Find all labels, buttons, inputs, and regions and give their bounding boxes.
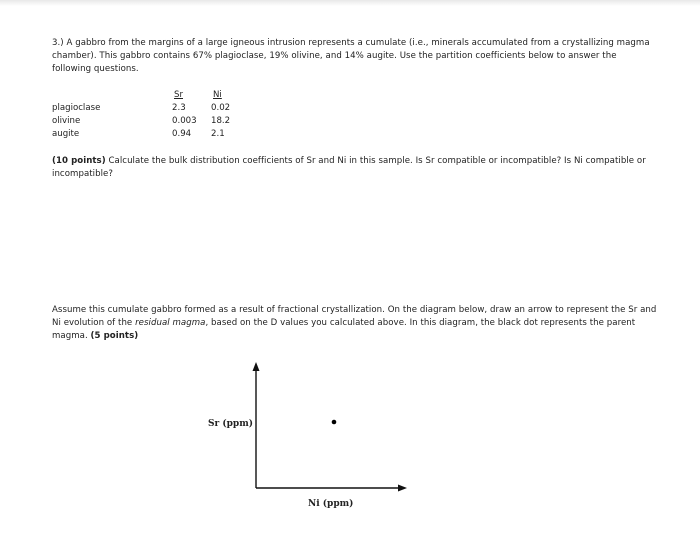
y-axis-arrowhead [253, 362, 260, 371]
row-plagioclase-sr: 2.3 [172, 103, 186, 113]
part-2-text-b: , based on the D values you calculated above. In this diagram, the black dot represents the parent magma. [52, 318, 636, 341]
x-axis-label: Ni (ppm) [308, 499, 354, 509]
row-plagioclase-ni: 0.02 [211, 103, 231, 113]
part-1-points: (10 points) [52, 156, 106, 166]
y-axis-label: Sr (ppm) [208, 419, 253, 429]
part-2-emphasis: residual magma [135, 318, 206, 328]
parent-magma-dot[interactable] [332, 420, 337, 425]
x-axis-arrowhead [398, 485, 407, 492]
column-header-sr: Sr [174, 90, 183, 100]
column-header-ni: Ni [213, 90, 222, 100]
row-mineral-plagioclase: plagioclase [52, 103, 101, 113]
question-intro: 3.) A gabbro from the margins of a large igneous intrusion represents a cumulate (i.e., minerals accumulated from a crystallizing magma chamber). This gabbro contains 67% plagioclase, 19% olivine, and 14% augite. Use the partition coefficients below to answer the following questions. [52, 38, 650, 74]
row-mineral-augite: augite [52, 129, 80, 139]
row-olivine-sr: 0.003 [172, 116, 197, 126]
part-2-points: (5 points) [90, 331, 139, 341]
row-mineral-olivine: olivine [52, 116, 81, 126]
part-2-text-a: Assume this cumulate gabbro formed as a result of fractional crystallization. On the diagram below, draw an arrow to represent the Sr and Ni evolution of the [52, 305, 657, 328]
row-olivine-ni: 18.2 [211, 116, 231, 126]
row-augite-sr: 0.94 [172, 129, 192, 139]
row-augite-ni: 2.1 [211, 129, 225, 139]
part-1-text: Calculate the bulk distribution coefficients of Sr and Ni in this sample. Is Sr compatible or incompatible? Is Ni compatible or incompatible? [52, 156, 646, 179]
